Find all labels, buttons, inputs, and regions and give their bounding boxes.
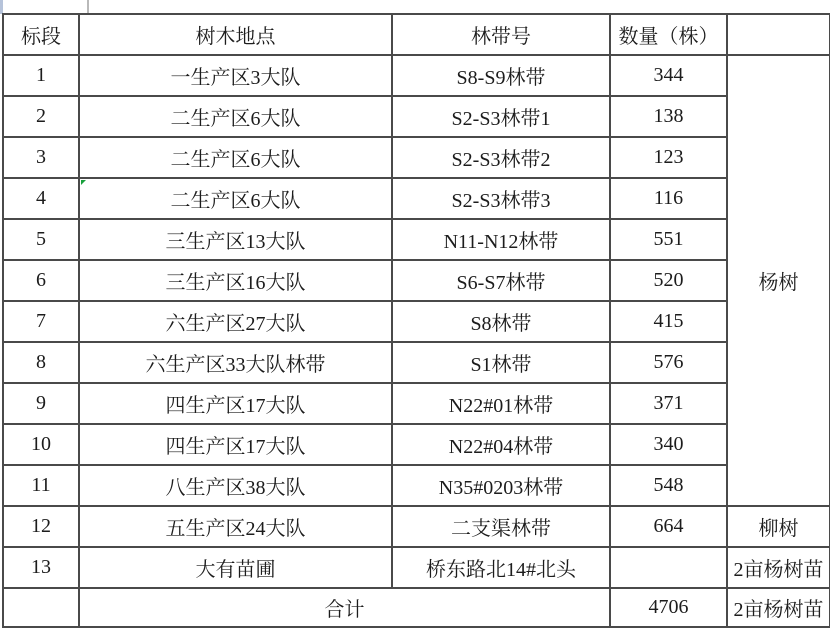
cell-belt[interactable]: N22#01林带 xyxy=(392,383,610,424)
cell-location[interactable]: 四生产区17大队 xyxy=(79,424,392,465)
header-quantity[interactable]: 数量（株） xyxy=(610,14,727,55)
tree-planting-table xyxy=(2,13,830,628)
table-row xyxy=(3,465,830,506)
cell-quantity[interactable]: 664 xyxy=(610,506,727,547)
cell-section[interactable]: 6 xyxy=(3,260,79,301)
cell-location[interactable]: 二生产区6大队 xyxy=(79,137,392,178)
table-row xyxy=(3,219,830,260)
cell-belt[interactable]: S6-S7林带 xyxy=(392,260,610,301)
header-section[interactable]: 标段 xyxy=(3,14,79,55)
cell-total-species[interactable]: 2亩杨树苗 xyxy=(727,588,830,627)
table-row xyxy=(3,383,830,424)
table-row xyxy=(3,96,830,137)
cell-section[interactable]: 12 xyxy=(3,506,79,547)
cell-quantity[interactable]: 344 xyxy=(610,55,727,96)
table-row xyxy=(3,137,830,178)
cell-quantity[interactable]: 551 xyxy=(610,219,727,260)
table-row xyxy=(3,260,830,301)
cell-section[interactable]: 8 xyxy=(3,342,79,383)
cell-section[interactable]: 4 xyxy=(3,178,79,219)
table-row xyxy=(3,342,830,383)
cropped-gridline-artifact xyxy=(87,0,89,14)
cell-quantity[interactable]: 371 xyxy=(610,383,727,424)
table-row xyxy=(3,547,830,588)
cell-section[interactable]: 9 xyxy=(3,383,79,424)
cell-section[interactable]: 5 xyxy=(3,219,79,260)
cell-location[interactable]: 六生产区33大队林带 xyxy=(79,342,392,383)
cell-belt[interactable]: S2-S3林带3 xyxy=(392,178,610,219)
cell-location[interactable]: 大有苗圃 xyxy=(79,547,392,588)
cell-quantity[interactable] xyxy=(610,547,727,588)
cell-total-label[interactable]: 合计 xyxy=(79,588,610,627)
cell-section[interactable]: 10 xyxy=(3,424,79,465)
cell-belt[interactable]: S8-S9林带 xyxy=(392,55,610,96)
cell-belt[interactable]: 二支渠林带 xyxy=(392,506,610,547)
table-row xyxy=(3,178,830,219)
total-row xyxy=(3,588,830,627)
cell-location-text: 二生产区6大队 xyxy=(170,190,301,212)
cell-section[interactable]: 13 xyxy=(3,547,79,588)
cell-species[interactable]: 2亩杨树苗 xyxy=(727,547,830,588)
cell-section[interactable]: 7 xyxy=(3,301,79,342)
header-row xyxy=(3,14,830,55)
cell-quantity[interactable]: 520 xyxy=(610,260,727,301)
cell-quantity[interactable]: 138 xyxy=(610,96,727,137)
header-belt[interactable]: 林带号 xyxy=(392,14,610,55)
cell-section[interactable]: 1 xyxy=(3,55,79,96)
cell-species[interactable]: 柳树 xyxy=(727,506,830,547)
table-row xyxy=(3,506,830,547)
cell-section[interactable]: 11 xyxy=(3,465,79,506)
cell-belt[interactable]: S2-S3林带1 xyxy=(392,96,610,137)
cell-location[interactable]: 三生产区13大队 xyxy=(79,219,392,260)
cell-belt[interactable]: S2-S3林带2 xyxy=(392,137,610,178)
table-row xyxy=(3,55,830,96)
cell-belt[interactable]: N11-N12林带 xyxy=(392,219,610,260)
error-indicator-icon xyxy=(81,180,86,185)
cell-belt[interactable]: S1林带 xyxy=(392,342,610,383)
cell-quantity[interactable]: 415 xyxy=(610,301,727,342)
table-row xyxy=(3,301,830,342)
cell-species-merged[interactable]: 杨树 xyxy=(727,55,830,506)
cell-section[interactable]: 3 xyxy=(3,137,79,178)
cell-quantity[interactable]: 123 xyxy=(610,137,727,178)
cell-quantity[interactable]: 576 xyxy=(610,342,727,383)
cell-belt[interactable]: S8林带 xyxy=(392,301,610,342)
table-row xyxy=(3,424,830,465)
cell-location[interactable]: 一生产区3大队 xyxy=(79,55,392,96)
cell-location[interactable]: 八生产区38大队 xyxy=(79,465,392,506)
header-species[interactable] xyxy=(727,14,830,55)
cell-belt[interactable]: N35#0203林带 xyxy=(392,465,610,506)
cell-quantity[interactable]: 340 xyxy=(610,424,727,465)
header-location[interactable]: 树木地点 xyxy=(79,14,392,55)
cell-quantity[interactable]: 116 xyxy=(610,178,727,219)
cell-location[interactable]: 三生产区16大队 xyxy=(79,260,392,301)
cell-location[interactable]: 二生产区6大队 xyxy=(79,96,392,137)
cell-section[interactable]: 2 xyxy=(3,96,79,137)
cell-location[interactable]: 四生产区17大队 xyxy=(79,383,392,424)
cell-section-empty[interactable] xyxy=(3,588,79,627)
screenshot-corner-artifact xyxy=(0,0,3,14)
cell-location[interactable]: 五生产区24大队 xyxy=(79,506,392,547)
cell-quantity[interactable]: 548 xyxy=(610,465,727,506)
cell-total-quantity[interactable]: 4706 xyxy=(610,588,727,627)
cell-location[interactable] xyxy=(79,178,392,219)
cell-belt[interactable]: 桥东路北14#北头 xyxy=(392,547,610,588)
cell-location[interactable]: 六生产区27大队 xyxy=(79,301,392,342)
cell-belt[interactable]: N22#04林带 xyxy=(392,424,610,465)
